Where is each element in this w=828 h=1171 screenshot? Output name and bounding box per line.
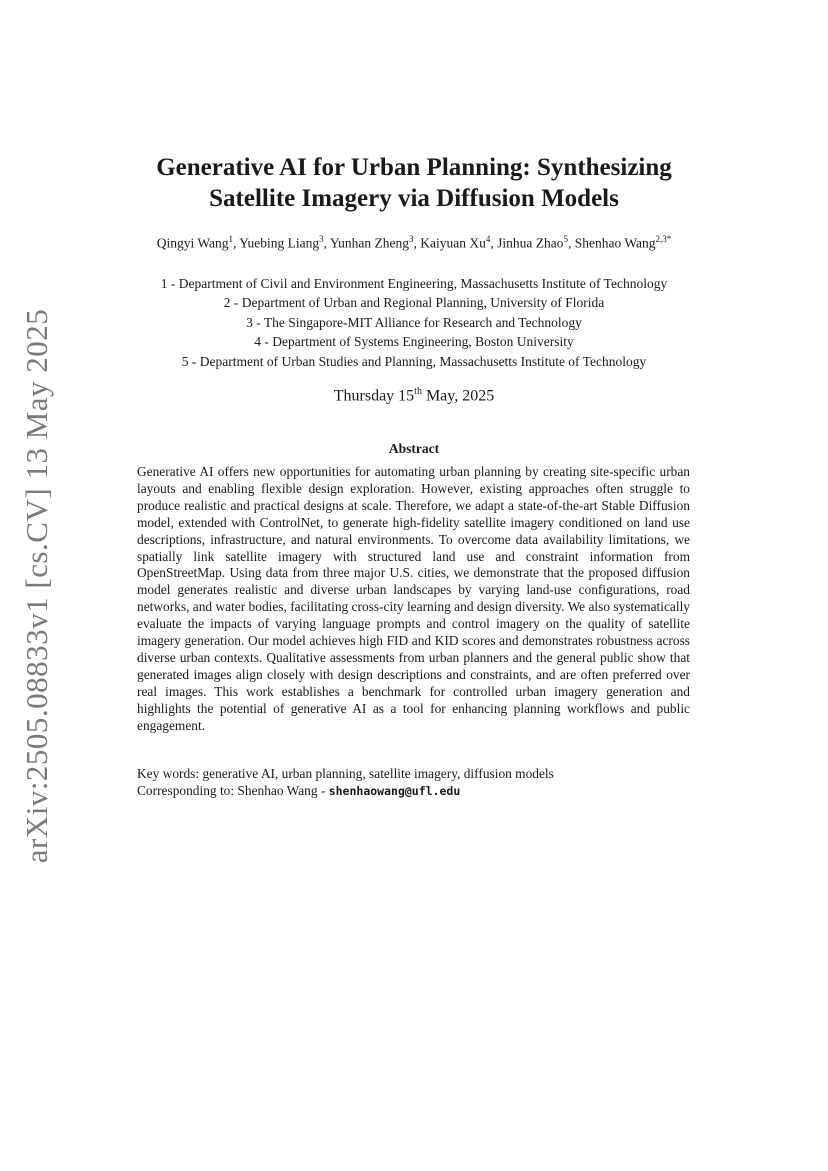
affiliation-list: [0, 274, 828, 371]
author-affiliation-marker: 4: [485, 234, 491, 244]
keywords-line: Key words: generative AI, urban planning, satellite imagery, diffusion models: [137, 766, 554, 781]
title-line-2: Satellite Imagery via Diffusion Models: [209, 185, 619, 212]
author-separator: ,: [490, 235, 498, 251]
author-affiliation-marker: 2,3*: [655, 234, 672, 244]
author-separator: ,: [567, 235, 575, 251]
author-affiliation-marker: 3: [319, 234, 324, 244]
title-line-1: Generative AI for Urban Planning: Synthesizing: [156, 154, 672, 181]
corresponding-email-link[interactable]: shenhaowang@ufl.edu: [328, 784, 461, 798]
author-affiliation-marker: 5: [563, 234, 568, 244]
affiliation-item: 1 - Department of Civil and Environment Engineering, Massachusetts Institute of Technology: [160, 276, 668, 291]
affiliation-item: 5 - Department of Urban Studies and Planning, Massachusetts Institute of Technology: [181, 353, 647, 369]
author-name: Yunhan Zheng: [329, 235, 409, 251]
author-list: [0, 234, 828, 252]
author-separator: ,: [233, 235, 240, 251]
author-name: Kaiyuan Xu: [420, 235, 486, 251]
author-affiliation-marker: 1: [228, 234, 234, 244]
paper-title: [0, 152, 828, 214]
author-name: Shenhao Wang: [574, 235, 656, 251]
date-suffix: May, 2025: [421, 387, 495, 405]
affiliation-item: 3 - The Singapore-MIT Alliance for Research and Technology: [246, 314, 582, 330]
author-separator: ,: [323, 235, 330, 251]
author-separator: ,: [413, 235, 421, 251]
corresponding-line: [137, 782, 697, 800]
affiliation-item: 2 - Department of Urban and Regional Planning, University of Florida: [223, 295, 605, 311]
date-prefix: Thursday 15: [333, 387, 415, 405]
abstract-heading: Abstract: [388, 441, 440, 456]
abstract-text: Generative AI offers new opportunities for automating urban planning by creating site-specific urban layouts and enabling flexible design exploration. However, existing approaches often struggle to produce realistic and practical designs at scale. Therefore, we adapt a state-of-the-art Stable Diffusion model, extended with ControlNet, to generate high-fidelity satellite imagery conditioned on land use descriptions, infrastructure, and natural environments. To overcome data availability limitations, we spatially link satellite imagery with structured land use and constraint information from OpenStreetMap. Using data from three major U.S. cities, we demonstrate that the proposed diffusion model generates realistic and diverse urban landscapes by varying land-use configurations, road networks, and water bodies, facilitating cross-city learning and design diversity. We also systematically evaluate the impacts of varying language prompts and control imagery on the quality of satellite imagery generation. Our model achieves high FID and KID scores and demonstrates robustness across diverse urban contexts. Qualitative assessments from urban planners and the general public show that generated images align closely with design descriptions and constraints, and are often preferred over real images. This work establishes a benchmark for controlled urban imagery generation and highlights the potential of generative AI as a tool for enhancing planning workflows and public engagement.: [137, 464, 690, 733]
author-name: Qingyi Wang: [156, 235, 229, 251]
date-ordinal: th: [414, 386, 422, 397]
publication-date: [0, 386, 828, 405]
keywords-block: [137, 765, 697, 800]
author-name: Yuebing Liang: [239, 235, 320, 251]
author-name: Jinhua Zhao: [497, 235, 564, 251]
affiliation-item: 4 - Department of Systems Engineering, Boston University: [254, 334, 574, 350]
arxiv-id-text: arXiv:2505.08833v1 [cs.CV] 13 May 2025: [19, 308, 54, 864]
corresponding-label: Corresponding to: Shenhao Wang -: [137, 783, 329, 798]
author-affiliation-marker: 3: [409, 234, 414, 244]
